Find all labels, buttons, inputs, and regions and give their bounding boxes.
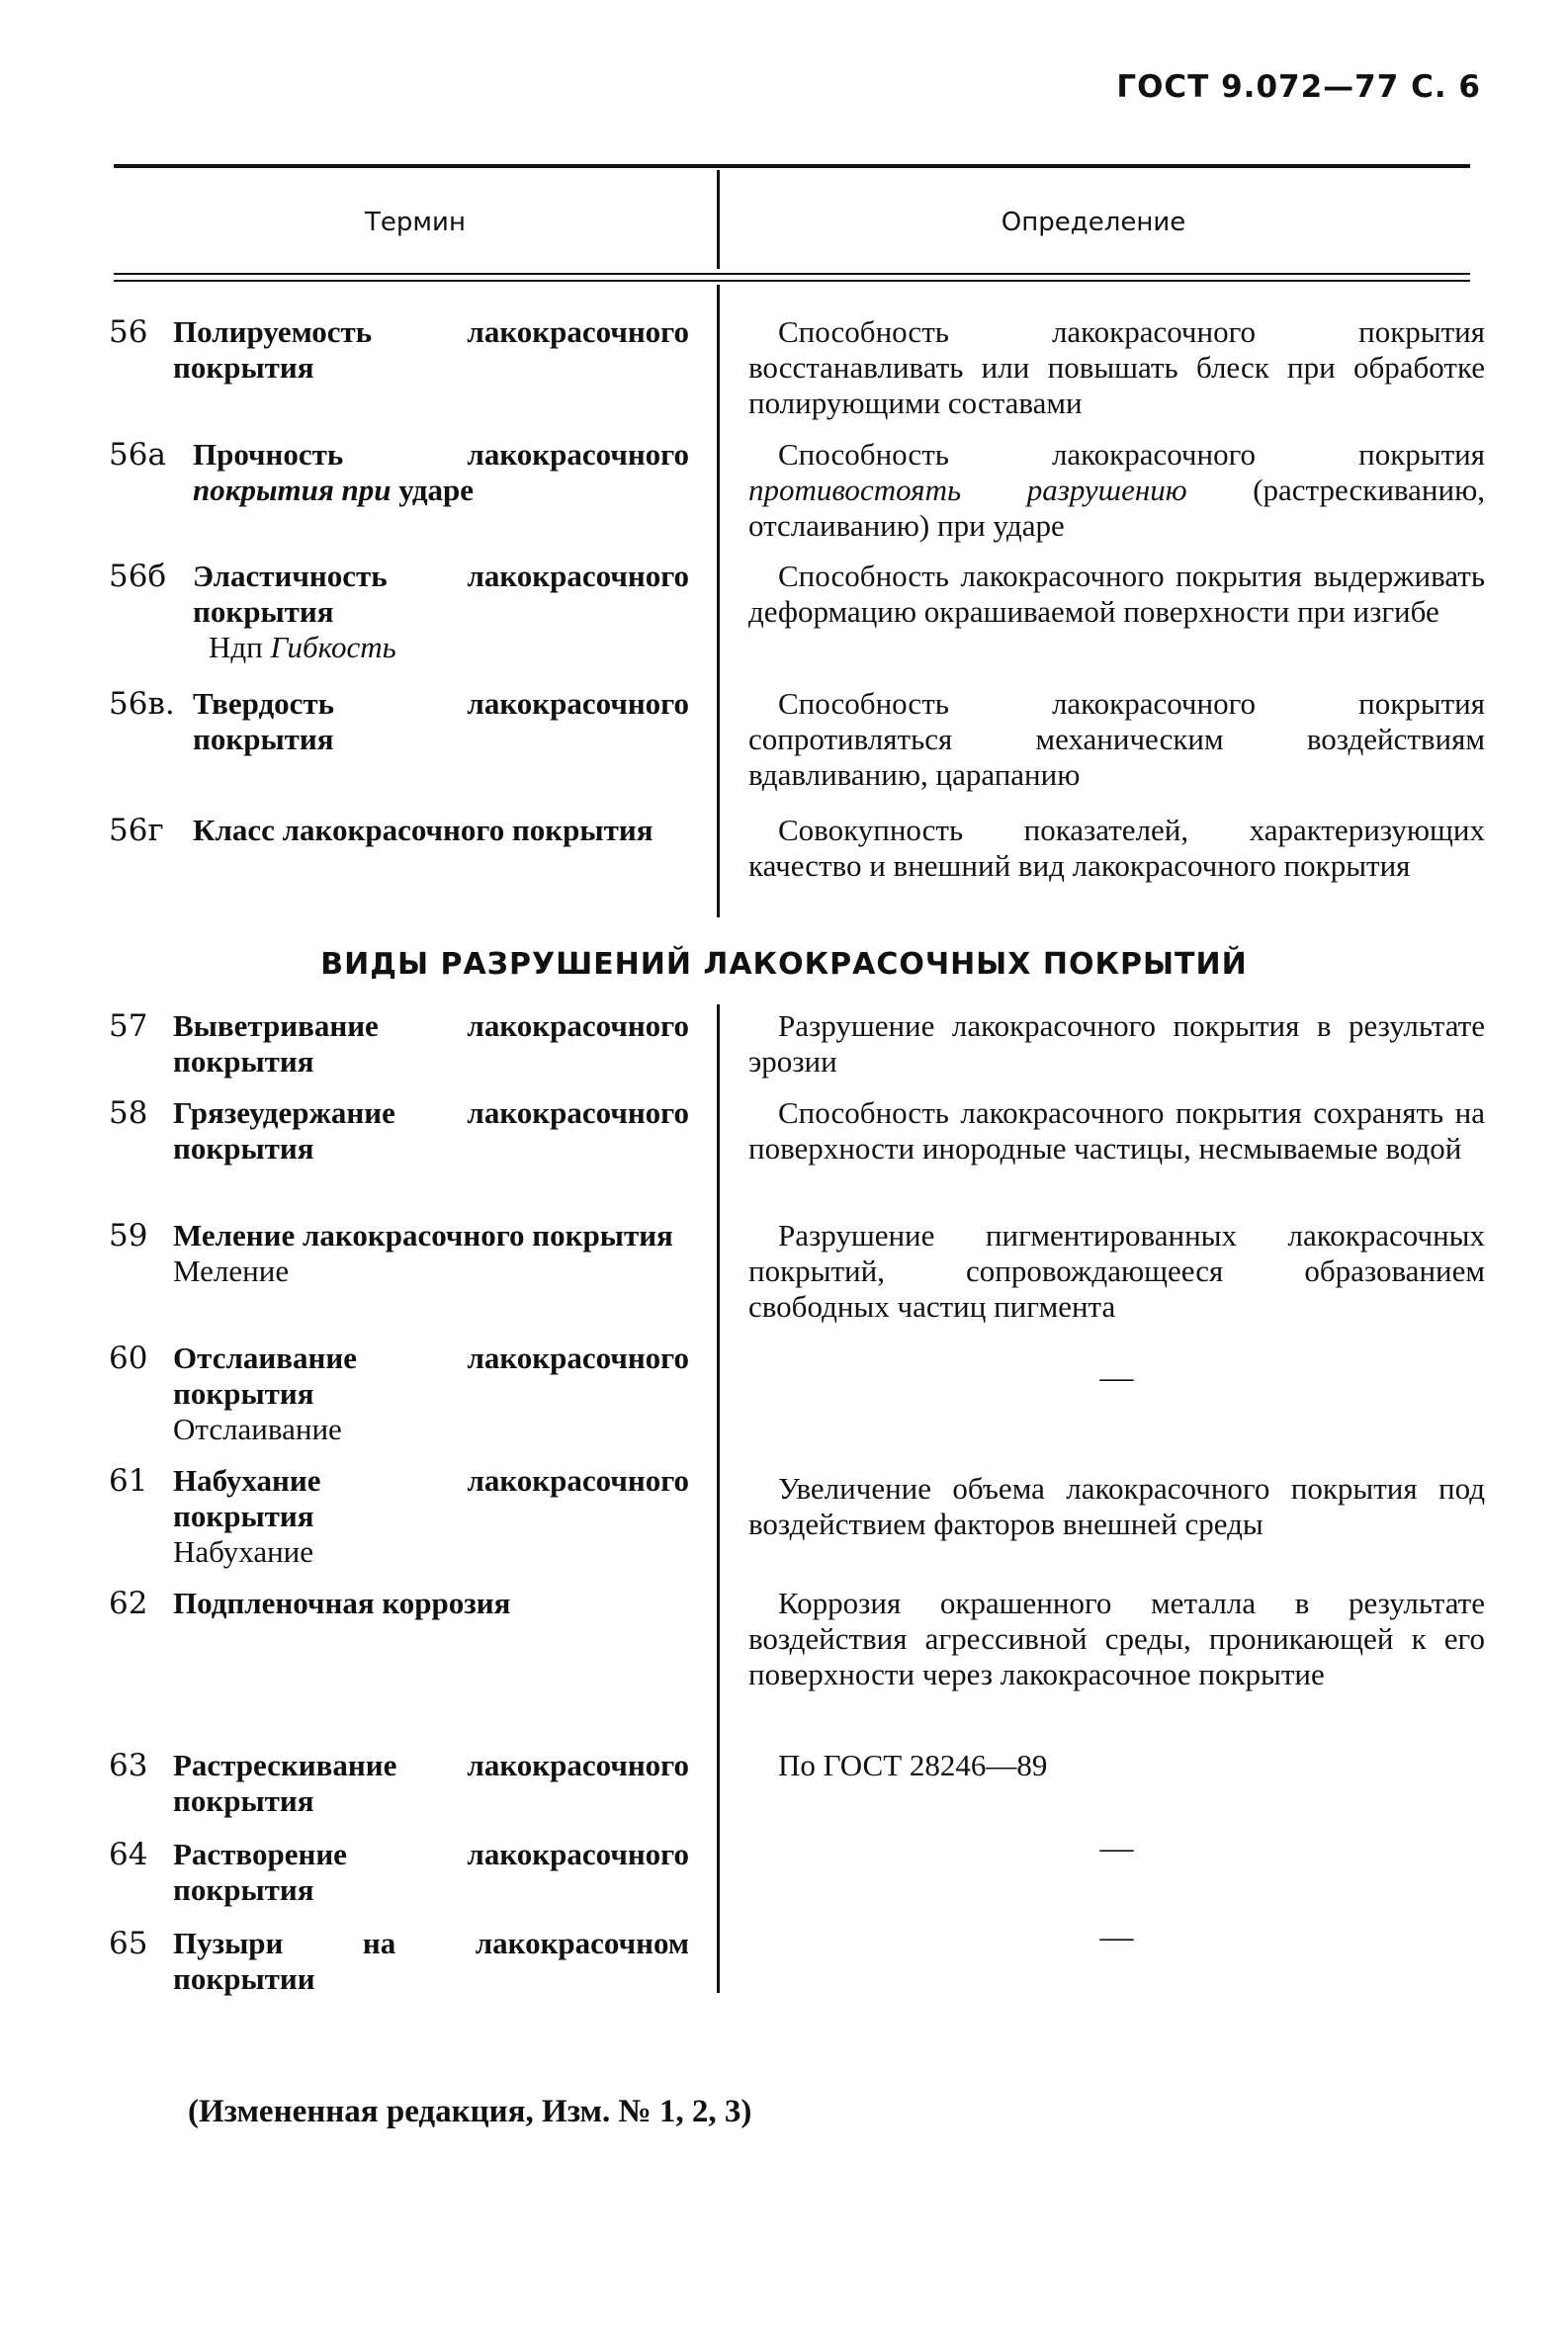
- column-header-term: Термин: [365, 208, 466, 237]
- amendment-note: (Измененная редакция, Изм. № 1, 2, 3): [188, 2094, 752, 2129]
- entry-definition: Увеличение объема лакокрасочного покрытия под воздействием факторов внешней среды: [748, 1471, 1485, 1541]
- entry-term: Подпленочная коррозия: [173, 1586, 511, 1620]
- term-synonym: Меление: [173, 1254, 290, 1288]
- term-synonym: Отслаивание: [173, 1412, 342, 1446]
- entry-number: 59: [109, 1218, 148, 1254]
- entry-definition: Совокупность показателей, характеризующих качество и внешний вид лакокрасочного покрытия: [748, 813, 1485, 883]
- ndp-label: Ндп: [209, 630, 263, 664]
- entry-definition: —: [1099, 1919, 1134, 1955]
- column-divider: [717, 285, 720, 917]
- entry-number: 56: [109, 314, 148, 350]
- entry-definition: Разрушение пигментированных лакокрасочных покрытий, сопровождающееся образованием свободных частиц пигмента: [748, 1218, 1485, 1324]
- entry-term: Твердость лакокрасочного покрытия: [193, 686, 689, 756]
- entry-term: Полируемость лакокрасочного покрытия: [173, 314, 689, 385]
- entry-term: Растрескивание лакокрасочного покрытия: [173, 1748, 689, 1818]
- table-header: [114, 170, 1470, 271]
- term-text: Прочность лакокрасочного: [193, 437, 689, 472]
- term-synonym: Набухание: [173, 1534, 314, 1569]
- table-header-double-rule: [114, 273, 1470, 282]
- entry-definition: Способность лакокрасочного покрытия восстанавливать или повышать блеск при обработке полирующими составами: [748, 314, 1485, 420]
- entry-number: 64: [109, 1837, 148, 1872]
- column-header-definition: Определение: [1001, 208, 1186, 237]
- entry-number: 57: [109, 1008, 148, 1044]
- entry-definition: [748, 437, 1485, 544]
- entry-definition: —: [1099, 1830, 1134, 1866]
- term-text: Набухание лакокрасочного покрытия: [173, 1463, 689, 1533]
- entry-definition: Коррозия окрашенного металла в результате воздействия агрессивной среды, проникающей к его поверхности через лакокрасочное покрытие: [748, 1586, 1485, 1691]
- entry-term: [193, 559, 689, 665]
- entry-definition: Разрушение лакокрасочного покрытия в результате эрозии: [748, 1008, 1485, 1079]
- entry-term: [173, 1340, 689, 1447]
- entry-term: Класс лакокрасочного покрытия: [193, 813, 653, 847]
- term-text-tail: ударе: [391, 473, 475, 507]
- term-text: Меление лакокрасочного покрытия: [173, 1218, 673, 1253]
- entry-number: 56в.: [109, 686, 175, 722]
- entry-term: [173, 1218, 689, 1289]
- section-heading: ВИДЫ РАЗРУШЕНИЙ ЛАКОКРАСОЧНЫХ ПОКРЫТИЙ: [320, 947, 1248, 982]
- definition-italic: противостоять разрушению: [748, 473, 1187, 507]
- entry-number: 56г: [109, 813, 164, 848]
- entry-number: 62: [109, 1586, 148, 1621]
- entry-term: [173, 1463, 689, 1570]
- entry-definition: Способность лакокрасочного покрытия выдерживать деформацию окрашиваемой поверхности при изгибе: [748, 559, 1485, 629]
- entry-number: 56а: [109, 437, 166, 473]
- term-italic: покрытия при: [193, 473, 392, 507]
- entry-number: 60: [109, 1340, 148, 1376]
- entry-definition: Способность лакокрасочного покрытия сохранять на поверхности инородные частицы, несмываемые водой: [748, 1095, 1485, 1166]
- entry-definition: Способность лакокрасочного покрытия сопротивляться механическим воздействиям вдавливанию, царапанию: [748, 686, 1485, 792]
- ndp-word: Гибкость: [270, 630, 396, 664]
- ndp-term: [193, 630, 689, 665]
- term-text: Отслаивание лакокрасочного покрытия: [173, 1340, 689, 1411]
- column-divider: [717, 1004, 720, 1993]
- entry-term: Растворение лакокрасочного покрытия: [173, 1837, 689, 1907]
- entry-number: 61: [109, 1463, 148, 1499]
- entry-number: 56б: [109, 559, 167, 594]
- entry-number: 63: [109, 1748, 148, 1783]
- entry-term: [193, 437, 689, 508]
- entry-term: Выветривание лакокрасочного покрытия: [173, 1008, 689, 1079]
- entry-term: Грязеудержание лакокрасочного покрытия: [173, 1095, 689, 1166]
- table-top-rule: [114, 164, 1470, 168]
- term-text: Эластичность лакокрасочного покрытия: [193, 559, 689, 629]
- column-divider: [717, 170, 720, 269]
- entry-definition: По ГОСТ 28246—89: [778, 1748, 1048, 1782]
- entry-definition: —: [1099, 1359, 1134, 1396]
- definition-text: Способность лакокрасочного покрытия: [778, 437, 1485, 472]
- page-header: ГОСТ 9.072—77 С. 6: [1116, 69, 1481, 105]
- entry-number: 65: [109, 1926, 148, 1961]
- definition-text-tail: (растрескиванию, отслаиванию) при ударе: [748, 473, 1485, 543]
- entry-term: Пузыри на лакокрасочном покрытии: [173, 1926, 689, 1996]
- entry-number: 58: [109, 1095, 148, 1131]
